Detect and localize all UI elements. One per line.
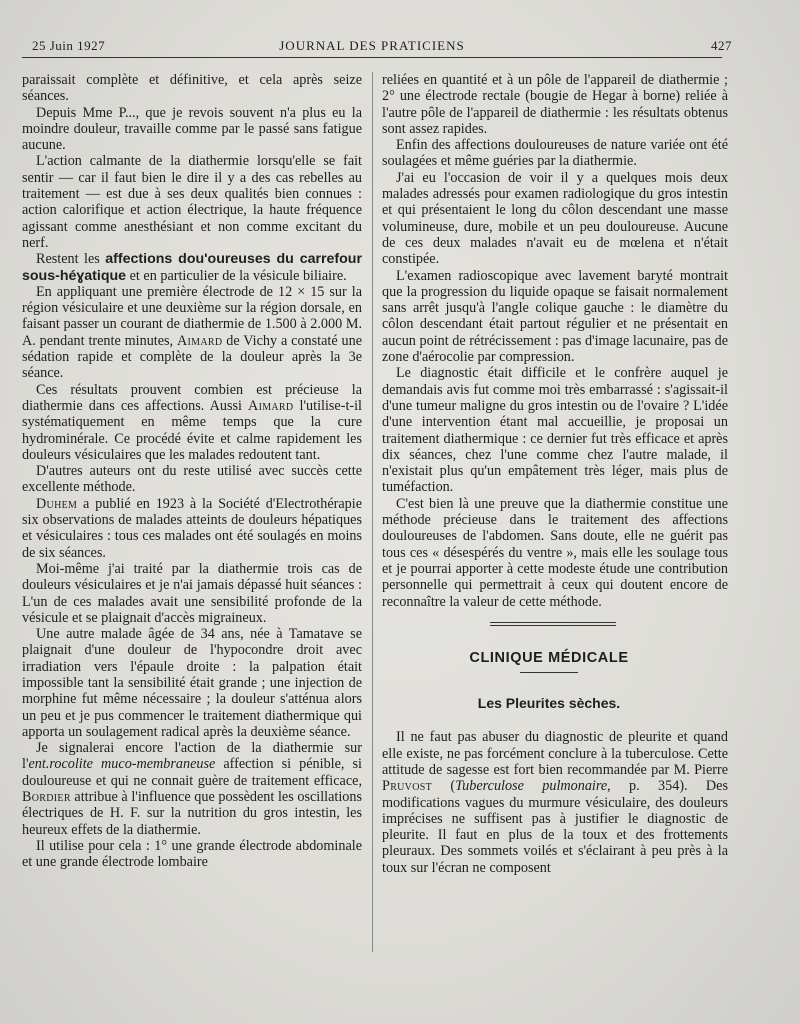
left-column	[22, 72, 362, 871]
paragraph: Le diagnostic était difficile et le confrère auquel je demandais avis fut comme moi très embarrassé : s'agissait-il d'une tumeur maligne du gros intestin ou de l'ovaire ? L'idée d'une intervention étant mal accueillie, je proposai un traitement diathermique : ce dernier fut très efficace et après dix séances, chez l'une comme chez l'autre malade, il n'existait plus qu'un empâtement très léger, mais plus de tuméfaction.	[382, 365, 728, 496]
text-run: Il ne faut pas abuser du diagnostic de pleurite et quand elle existe, ne pas forcément conclure à la tuberculose. Cette attitude de sagesse est fort bien recommandée par M. Pierre	[382, 729, 728, 778]
text-run: l'utilise-t-il systématiquement en même temps que la cure hydrominérale. Ce procédé évite et calme rapidement les douleurs vésiculaires que les malades redoutent tant.	[22, 397, 362, 463]
paragraph	[22, 740, 362, 838]
text-run: attribue à l'influence que possèdent les oscillations électriques de H. F. sur la nutrition du gros intestin, les heureux effets de la diathermie.	[22, 789, 362, 838]
paragraph: Il utilise pour cela : 1° une grande électrode abdominale et une grande électrode lombaire	[22, 837, 362, 871]
bold-heading-run: affections dou'oureuses du carrefour sous-héɣatique	[22, 251, 362, 284]
italic-term: Tuberculose pulmonaire	[455, 778, 608, 795]
author-name: Bordier	[22, 789, 71, 806]
paragraph: Moi-même j'ai traité par la diathermie trois cas de douleurs vésiculaires et je n'ai jamais dépassé huit séances : L'un de ces malades avait une sensibilité profonde de la vésicule et se plaignait d'accès migraineux.	[22, 560, 362, 626]
paragraph: L'examen radioscopique avec lavement baryté montrait que la progression du liquide opaque se faisait normalement sans arrêt jusqu'à l'angle colique gauche : le diamètre du côlon descendant était partout régulier et ne présentait en aucun point de rétrécissement : pas d'image lacunaire, pas de zone d'aérocolie par compression.	[382, 267, 728, 366]
text-run: Ces résultats prouvent combien est précieuse la diathermie dans ces affections. Aussi	[22, 381, 362, 414]
header-rule	[22, 57, 722, 58]
paragraph: reliées en quantité et à un pôle de l'appareil de diathermie ; 2° une électrode rectale (bougie de Hegar à borne) reliée à l'autre pôle de l'appareil de diathermie : les résultats obtenus sont assez rapides.	[382, 72, 728, 137]
separator-line	[490, 625, 616, 628]
author-name: Pruvost	[382, 778, 432, 795]
text-run: a publié en 1923 à la Société d'Electrothérapie six observations de malades atteints de douleurs hépatiques et vésiculaires : tous ces malades ont été soulagés en moins de six séances.	[22, 495, 362, 561]
article-title: Les Pleurites sèches.	[477, 695, 621, 712]
paragraph: D'autres auteurs ont du reste utilisé avec succès cette excellente méthode.	[22, 463, 362, 496]
paragraph: Une autre malade âgée de 34 ans, née à Tamatave se plaignait d'une douleur de l'hypocondre droit avec irradiation vers l'épaule droite : la palpation était impossible tant la sensibilité était grande ; une injection de morphine fut même nécessaire ; la douleur s'atténua alors un peu et je pus commencer le traitement diathermique qui apporta un soulagement radical après la deuxième séance.	[22, 626, 362, 740]
paragraph	[382, 729, 728, 876]
section-title: CLINIQUE MÉDICALE	[469, 649, 629, 666]
author-name: Aimard	[177, 332, 223, 349]
paragraph	[22, 496, 362, 561]
right-column	[382, 72, 728, 876]
italic-term: ent.rocolite muco-membraneuse	[28, 756, 216, 773]
author-name: Aimard	[248, 397, 294, 414]
column-divider	[372, 72, 373, 952]
author-name: Duhem	[36, 495, 78, 512]
paragraph: C'est bien là une preuve que la diathermie constitue une méthode précieuse dans le traitement des affections douloureuses de l'abdomen. Sans doute, elle ne guérit pas tous ces « désespérés du ventre », mais elle les soulage tous et je pourrai apporter à cette modeste étude une contribution personnelle qui permettrait à ceux qui doutent encore de reconnaître la valeur de cette méthode.	[382, 495, 728, 610]
text-run: (	[432, 778, 456, 795]
header-date: 25 Juin 1927	[32, 38, 106, 53]
text-run: , p. 354). Des modifications vagues du murmure vésiculaire, des douleurs imprécises ne suffisent pas à justifier le diagnostic de pleurite. Il faut en plus de la toux et des frottements pleuraux. Des sommets voilés et s'éclairant à peu près à la toux sur l'écran ne composent	[382, 778, 728, 876]
text-run: Je signalerai encore l'action de la diathermie sur l'	[22, 740, 362, 773]
paragraph	[22, 251, 362, 284]
page-header	[22, 38, 732, 56]
section-separator	[490, 622, 616, 628]
header-page-number: 427	[711, 38, 732, 53]
section-title-rule	[520, 672, 578, 673]
paragraph: paraissait complète et définitive, et cela après seize séances.	[22, 72, 362, 105]
paragraph: L'action calmante de la diathermie lorsqu'elle se fait sentir — car il faut bien le dire il y a des cas rebelles au traitement — est due à ses deux qualités bien connues : action calorifique et action électrique, la haute fréquence agissant comme anesthésiant et non comme excitant du nerf.	[22, 153, 362, 251]
paragraph	[22, 284, 362, 382]
paragraph	[22, 382, 362, 463]
text-run: affection si pénible, si douloureuse et qui ne connait guère de traitement efficace,	[22, 756, 362, 789]
paragraph: Enfin des affections douloureuses de nature variée ont été soulagées et même guéries par la diathermie.	[382, 137, 728, 170]
text-run: de Vichy a constaté une sédation rapide et complète de la douleur après la 3e séance.	[22, 332, 363, 382]
text-run: En appliquant une première électrode de 12 × 15 sur la région vésiculaire et une deuxième sur la région dorsale, en faisant passer un courant de diathermie de 1.500 à 2.000 M. A. pendant trente minutes,	[22, 283, 362, 349]
header-journal-title: JOURNAL DES PRATICIENS	[279, 38, 465, 53]
text-run: Restent les	[36, 251, 106, 268]
text-run: et en particulier de la vésicule biliaire.	[126, 267, 347, 284]
paragraph: Depuis Mme P..., que je revois souvent n'a plus eu la moindre douleur, travaille comme par le passé sans fatigue aucune.	[22, 104, 362, 154]
paragraph: J'ai eu l'occasion de voir il y a quelques mois deux malades adressés pour examen radiologique du gros intestin et qui présentaient le long du côlon descendant une masse volumineuse, dure, mobile et un peu douloureuse. Aucune de ces deux malades n'avait eu de mœlena et n'était constipée.	[382, 169, 728, 268]
